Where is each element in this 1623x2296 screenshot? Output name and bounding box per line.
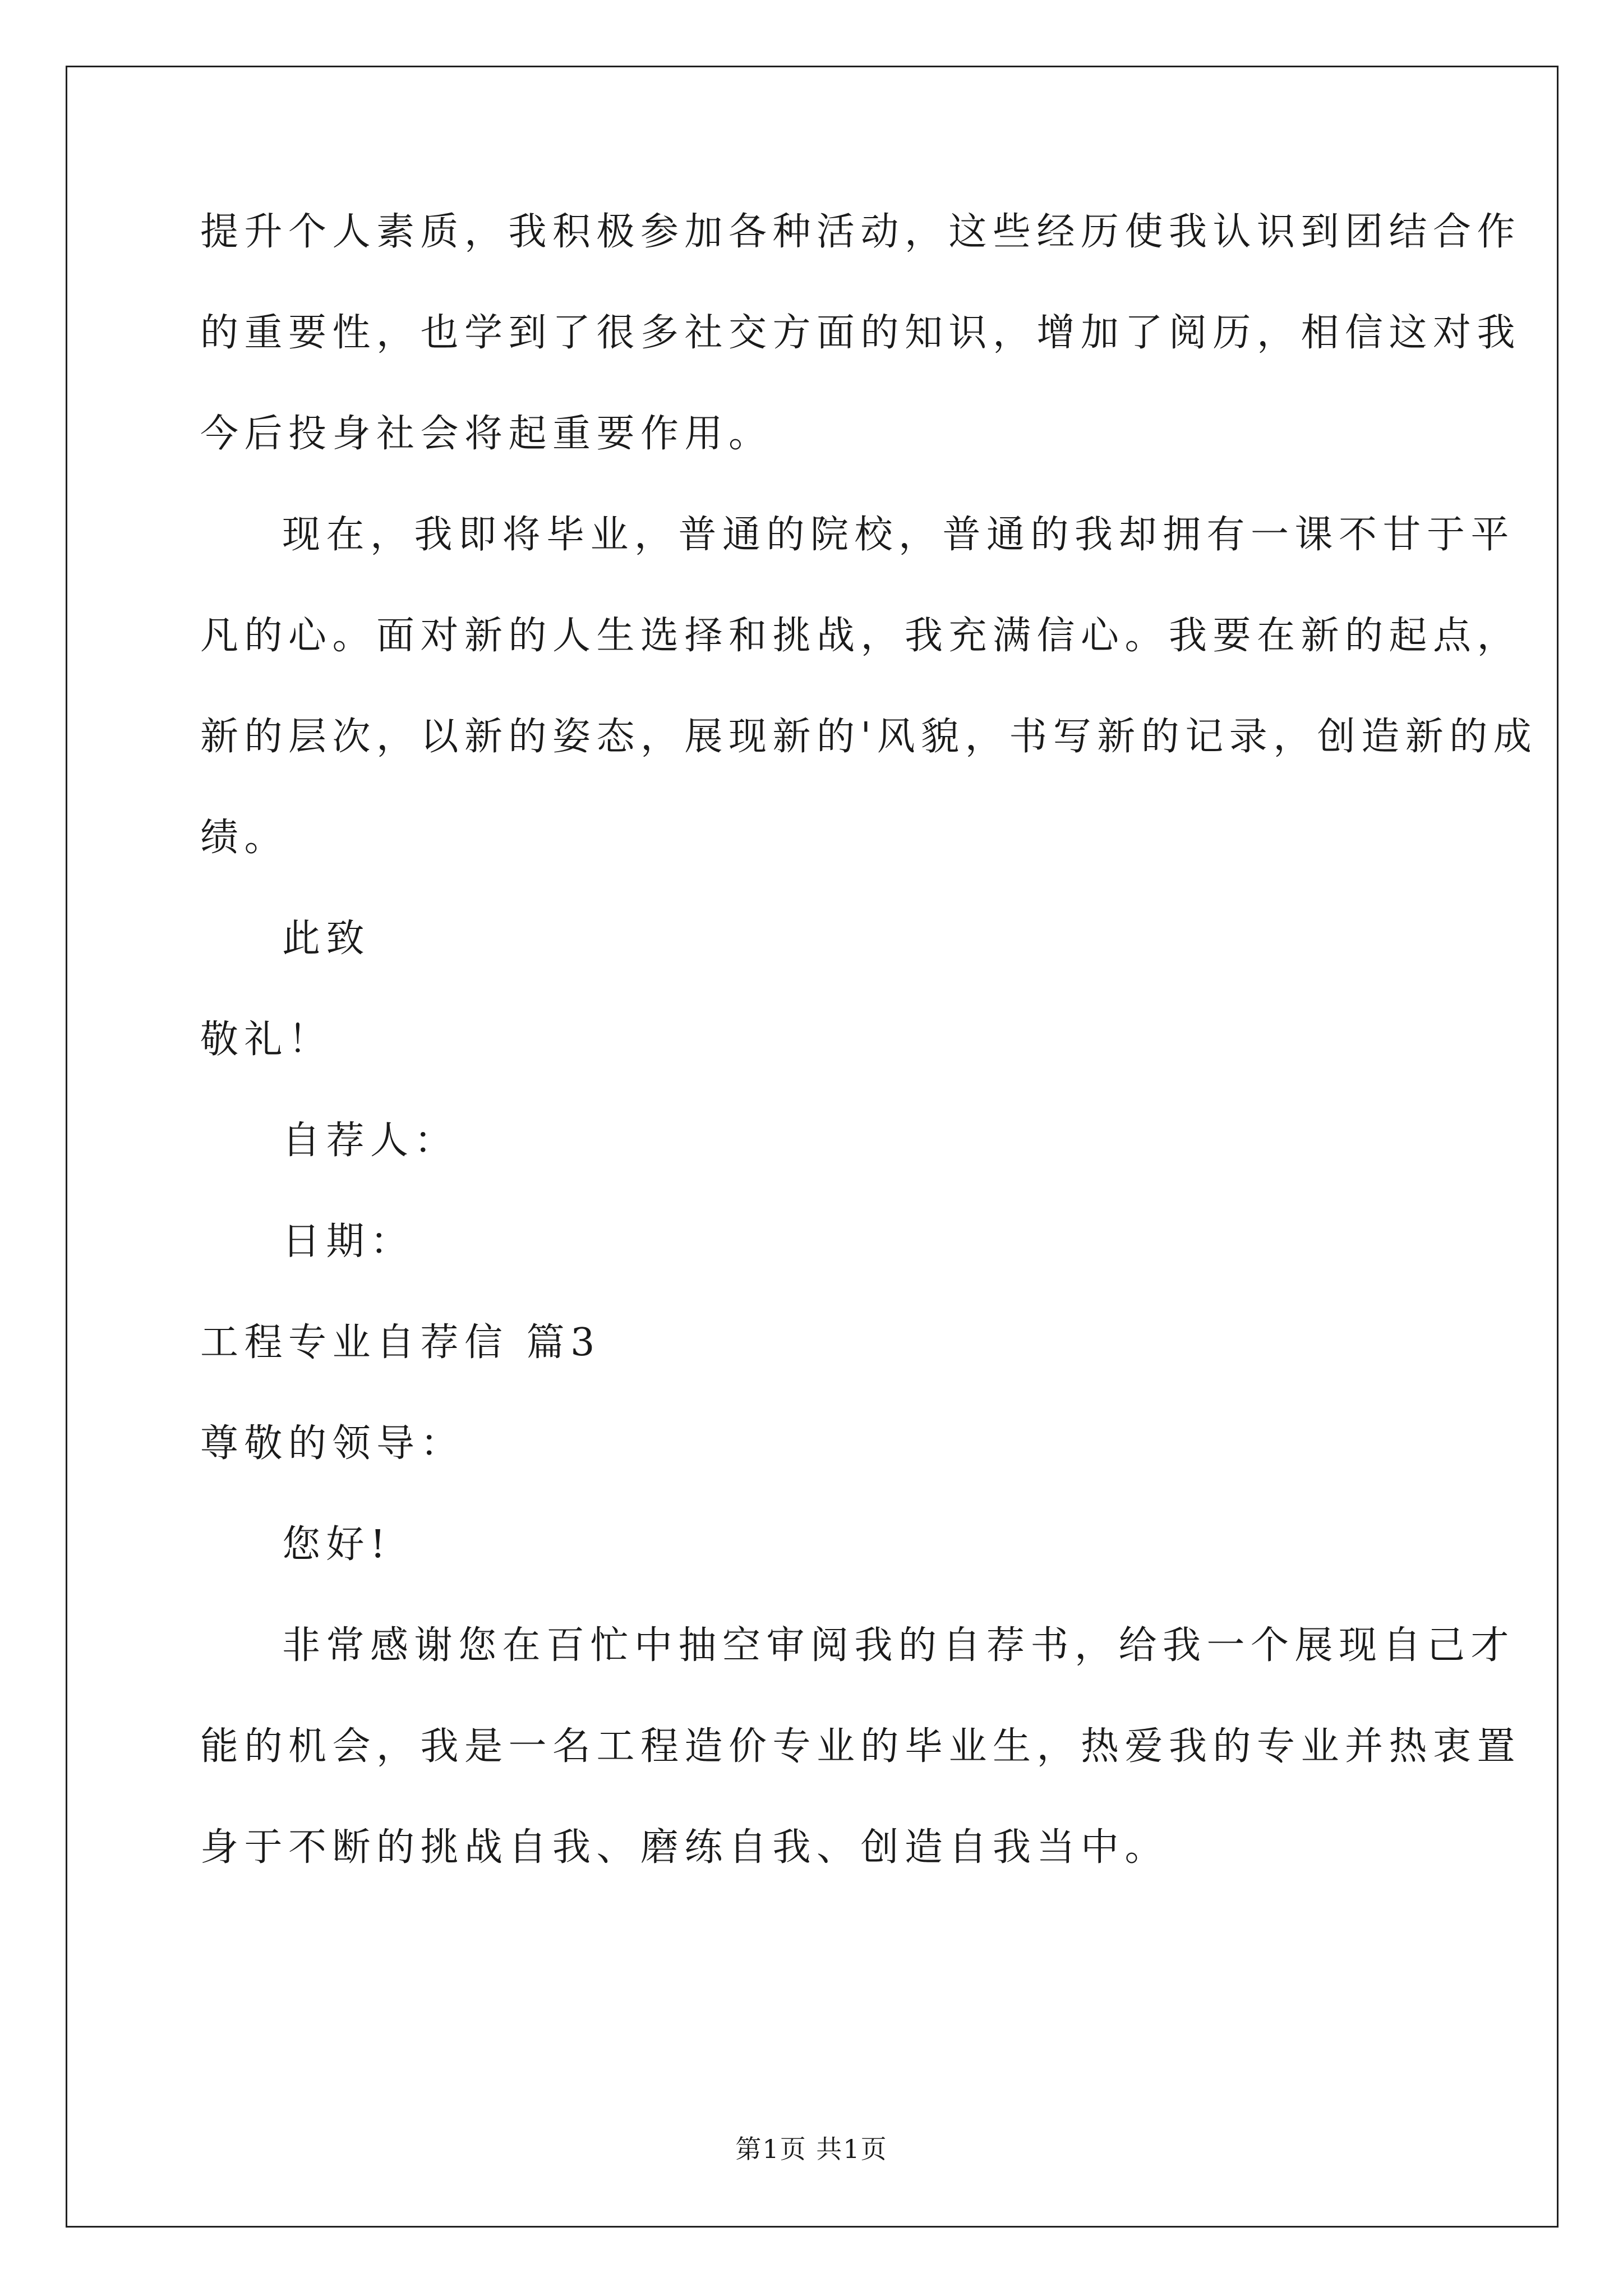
- text-line: 身于不断的挑战自我、磨练自我、创造自我当中。: [200, 1825, 1169, 1870]
- signature-label: 自荐人：: [282, 1119, 459, 1163]
- text-line: 能的机会，我是一名工程造价专业的毕业生，热爱我的专业并热衷置: [200, 1724, 1521, 1769]
- text-line: 绩。: [200, 816, 289, 860]
- closing-salutation: 此致: [282, 917, 371, 961]
- date-label: 日期：: [282, 1220, 414, 1264]
- paragraph-start-line: 现在，我即将毕业，普通的院校，普通的我却拥有一课不甘于平: [282, 513, 1515, 557]
- text-line: 新的层次，以新的姿态，展现新的'风貌，书写新的记录，创造新的成: [200, 715, 1538, 759]
- text-line: 凡的心。面对新的人生选择和挑战，我充满信心。我要在新的起点，: [200, 614, 1521, 658]
- page-footer: 第1页 共1页: [735, 2134, 888, 2164]
- text-line: 提升个人素质，我积极参加各种活动，这些经历使我认识到团结合作: [200, 210, 1521, 254]
- section-title: 工程专业自荐信 篇3: [200, 1320, 601, 1365]
- paragraph-start-line: 非常感谢您在百忙中抽空审阅我的自荐书，给我一个展现自己才: [282, 1623, 1515, 1668]
- closing-regards: 敬礼！: [200, 1018, 333, 1062]
- greeting: 您好!: [282, 1522, 391, 1567]
- text-line: 今后投身社会将起重要作用。: [200, 412, 773, 456]
- text-line: 的重要性，也学到了很多社交方面的知识，增加了阅历，相信这对我: [200, 311, 1521, 355]
- greeting-addressee: 尊敬的领导：: [200, 1421, 465, 1466]
